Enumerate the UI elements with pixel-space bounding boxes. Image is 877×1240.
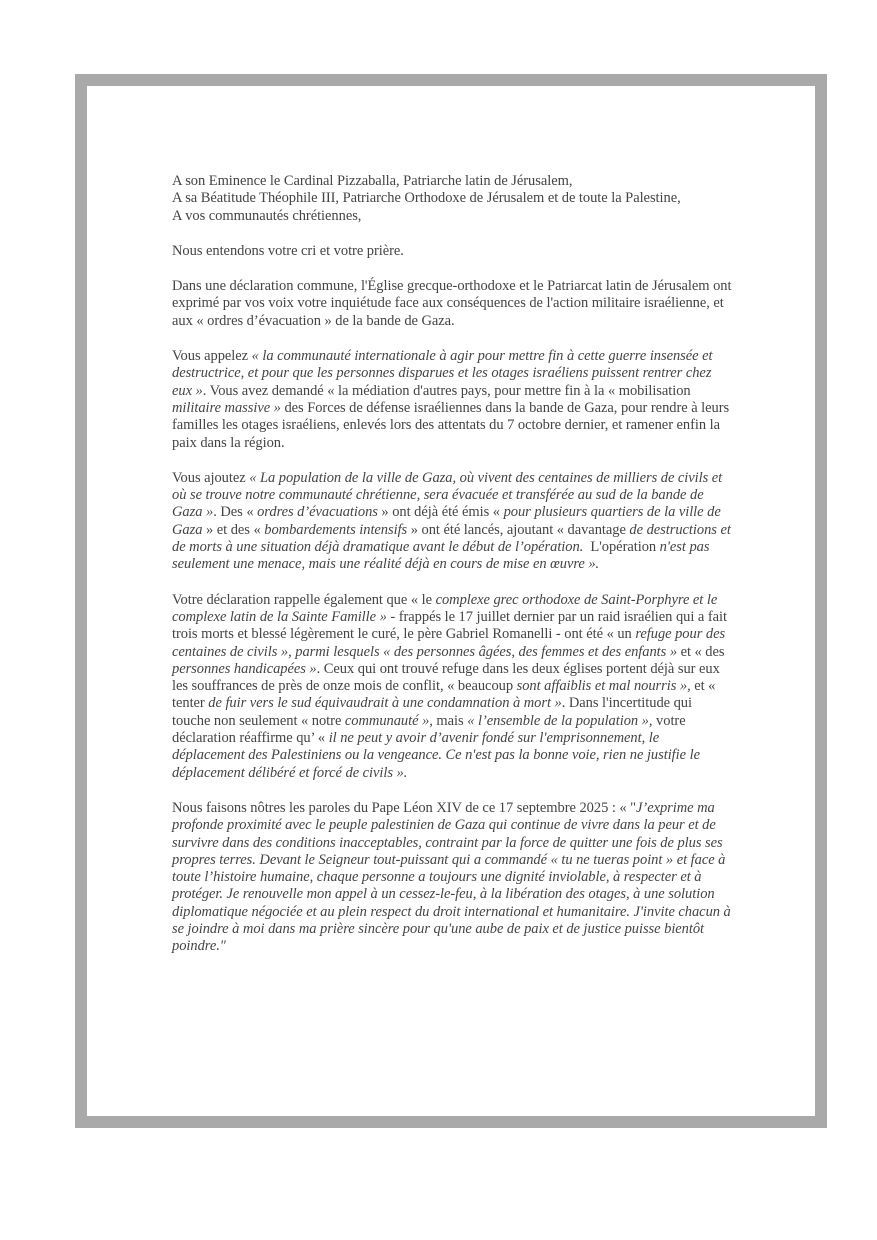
paragraph-salutation [172,243,732,260]
quoted-italic-text: « la communauté internationale à agir pour mettre fin à cette guerre insensée et destructrice, et pour que les personnes disparues et les otages israéliens puissent rentrer chez eux » [172,348,713,399]
quoted-italic-text: ordres d’évacuations [257,504,378,521]
body-text: Votre déclaration rappelle également que « le [172,591,436,608]
body-text: - frappés le 17 juillet dernier par un raid israélien qui a fait trois morts et blessé légèrement le curé, le père Gabriel Romanelli - ont été « un [172,608,727,643]
body-text: Nous faisons nôtres les paroles du Pape Léon XIV de ce 17 septembre 2025 : « " [172,799,637,816]
quoted-italic-text: complexe grec orthodoxe de Saint-Porphyre et le complexe latin de la Sainte Famille » [172,591,718,625]
paragraph-ajout [172,470,732,574]
quoted-italic-text: n'est pas seulement une menace, mais une réalité déjà en cours de mise en œuvre ». [172,539,710,573]
document-body [172,173,732,956]
body-text: des Forces de défense israéliennes dans la bande de Gaza, pour rendre à leurs familles les otages israéliens, enlevés lors des attentats du 7 octobre dernier, et ramener enfin la paix dans la région. [172,399,730,451]
body-text: A vos communautés chrétiennes, [172,207,362,224]
body-text: A sa Béatitude Théophile III, Patriarche Orthodoxe de Jérusalem et de toute la Palestine, [172,190,681,207]
quoted-italic-text: personnes handicapées » [172,660,317,677]
quoted-italic-text: « l’ensemble de la population », [467,712,653,729]
paragraph-pape [172,800,732,956]
quoted-italic-text: de destructions et de morts à une situation déjà dramatique avant le début de l’opération. [172,521,731,556]
quoted-italic-text: sont affaiblis et mal nourris », [516,678,691,695]
body-text: L'opération [583,539,660,556]
body-text: . Vous avez demandé « la médiation d'autres pays, pour mettre fin à la « mobilisation [202,382,691,399]
body-text: . Ceux qui ont trouvé refuge dans les deux églises portent déjà sur eux les souffrances de près de onze mois de conflit, « beaucoup [172,660,720,695]
body-text: mais [432,712,468,729]
quoted-italic-text: militaire massive » [172,399,281,416]
body-text: » ont déjà été émis « [377,504,504,521]
quoted-italic-text: bombardements intensifs [264,521,408,538]
body-text: » ont été lancés, ajoutant « davantage [407,521,630,538]
quoted-italic-text: J’exprime ma profonde proximité avec le peuple palestinien de Gaza qui continue de vivre dans la peur et de survivre dans des conditions inacceptables, contraint par la force de quitter une fois de plus ses propres terres. Devant le Seigneur tout-puissant qui a commandé « tu ne tueras point » et face à toute l’histoire humaine, chaque personne a toujours une dignité inviolable, à respecter et à protéger. Je renouvelle mon appel à un cessez-le-feu, à la libération des otages, à une solution diplomatique négociée et au plein respect du droit international et humanitaire. J'invite chacun à se joindre à moi dans ma prière sincère pour qu'une aube de paix et de justice puisse bientôt poindre." [172,799,731,955]
body-text: A son Eminence le Cardinal Pizzaballa, Patriarche latin de Jérusalem, [172,173,573,189]
body-text: . Dans l'incertitude qui touche non seulement « notre [172,695,692,729]
quoted-italic-text: « La population de la ville de Gaza, où vivent des centaines de milliers de civils et où se trouve notre communauté chrétienne, sera évacuée et transférée au sud de la bande de Gaza » [172,469,723,521]
paragraph-declaration [172,278,732,330]
quoted-italic-text: de fuir vers le sud équivaudrait à une condamnation à mort » [208,695,562,712]
body-text: Dans une déclaration commune, l'Église grecque-orthodoxe et le Patriarcat latin de Jérusalem ont exprimé par vos voix votre inquiétude face aux conséquences de l'action militaire israélienne, et aux « ordres d’évacuation » de la bande de Gaza. [172,278,732,329]
body-text: votre déclaration réaffirme qu’ « [172,712,686,747]
body-text: Vous appelez [172,348,252,365]
quoted-italic-text: communauté », [344,712,433,729]
quoted-italic-text: refuge pour des centaines de civils », parmi lesquels « des personnes âgées, des femmes et des enfants » [172,626,726,660]
body-text: » et des « [202,521,265,538]
letter-page [75,74,827,1128]
body-text: . Des « [213,504,258,521]
quoted-italic-text: il ne peut y avoir d’avenir fondé sur l'emprisonnement, le déplacement des Palestiniens ou la vengeance. Ce n'est pas la bonne voie, rien ne justifie le déplacement délibéré et forcé de civils ». [172,730,700,781]
body-text: et « tenter [172,678,716,712]
paragraph-eglises [172,592,732,782]
quoted-italic-text: pour plusieurs quartiers de la ville de Gaza [172,504,721,538]
paragraph-appel [172,348,732,452]
body-text: Vous ajoutez [172,469,250,486]
body-text: Nous entendons votre cri et votre prière. [172,242,404,259]
address-block [172,173,732,225]
body-text: et « des [677,643,725,660]
